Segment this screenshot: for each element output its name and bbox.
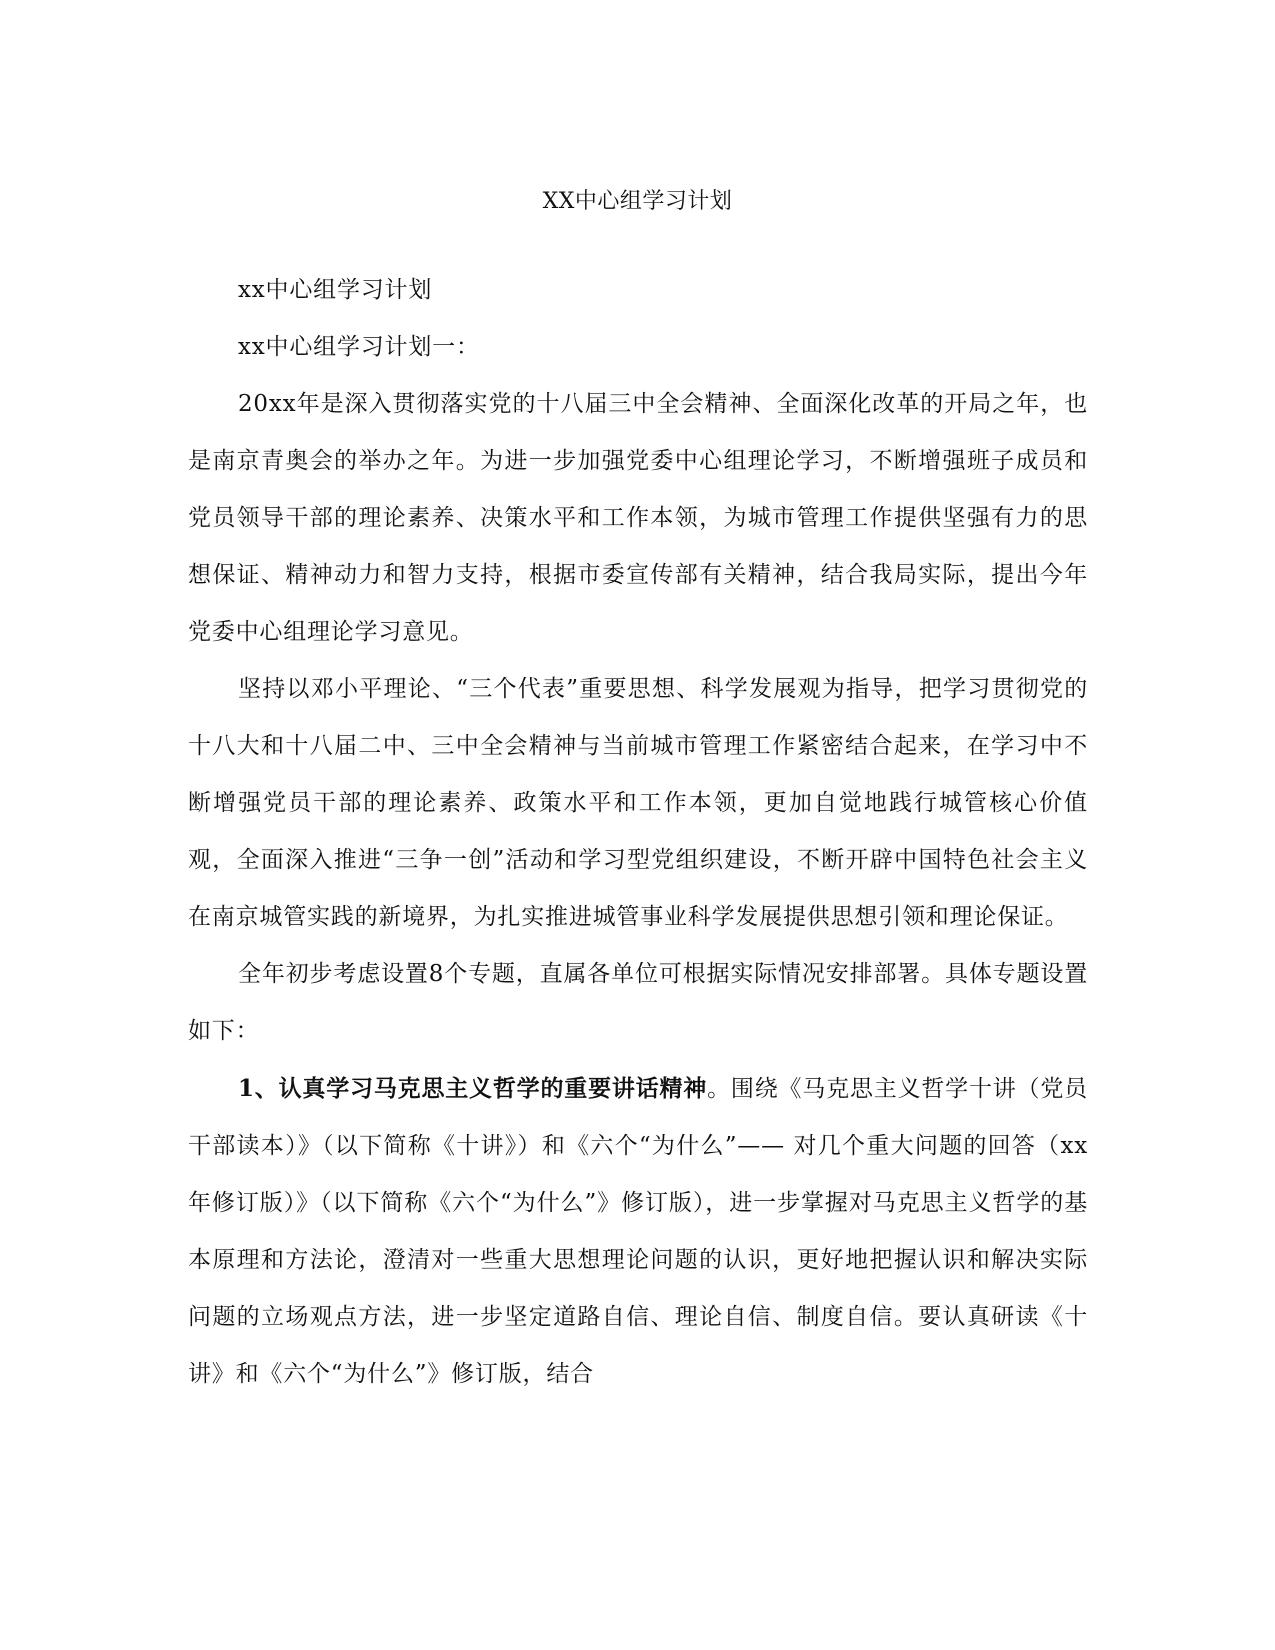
paragraph-1: 20xx年是深入贯彻落实党的十八届三中全会精神、全面深化改革的开局之年，也是南京青奥会的举办之年。为进一步加强党委中心组理论学习，不断增强班子成员和党员领导干部的理论素养、决策水平和工作本领，为城市管理工作提供坚强有力的思想保证、精神动力和智力支持，根据市委宣传部有关精神，结合我局实际，提出今年党委中心组理论学习意见。 (188, 391, 1088, 645)
paragraph-2: 坚持以邓小平理论、“三个代表”重要思想、科学发展观为指导，把学习贯彻党的十八大和十八届二中、三中全会精神与当前城市管理工作紧密结合起来，在学习中不断增强党员干部的理论素养、政策水平和工作本领，更加自觉地践行城管核心价值观，全面深入推进“三争一创”活动和学习型党组织建设，不断开辟中国特色社会主义在南京城管实践的新境界，为扎实推进城管事业科学发展提供思想引领和理论保证。 (188, 676, 1088, 930)
section-1-heading: 1、认真学习马克思主义哲学的重要讲话精神 (238, 1075, 708, 1102)
section-1-text-a: 。围绕《马克思主义哲学十讲（党员干部读本）》（以下简称《十讲》）和《六个“为什么”—— (188, 1076, 1088, 1159)
paragraph-3: 全年初步考虑设置8个专题，直属各单位可根据实际情况安排部署。具体专题设置如下： (188, 961, 1088, 1044)
subtitle-1: xx中心组学习计划 (238, 277, 433, 303)
document-title: XX中心组学习计划 (542, 189, 733, 214)
section-1-text-c: ，进一步掌握对马克思主义哲学的基本原理和方法论，澄清对一些重大思想理论问题的认识，更好地把握认识和解决实际问题的立场观点方法，进一步坚定道路自信、理论自信、制度自信。要认真研读《十讲》和《六个“为什么”》修订版，结合 (188, 1190, 1088, 1387)
section-1 (188, 1060, 1088, 1403)
section-1-text-b: 对几个重大问题的回答（xx年修订版）》（以下简称《六个“为什么”》修订版） (188, 1133, 1088, 1216)
subtitle-2: xx中心组学习计划一： (238, 334, 480, 360)
document-body (188, 262, 1088, 1403)
